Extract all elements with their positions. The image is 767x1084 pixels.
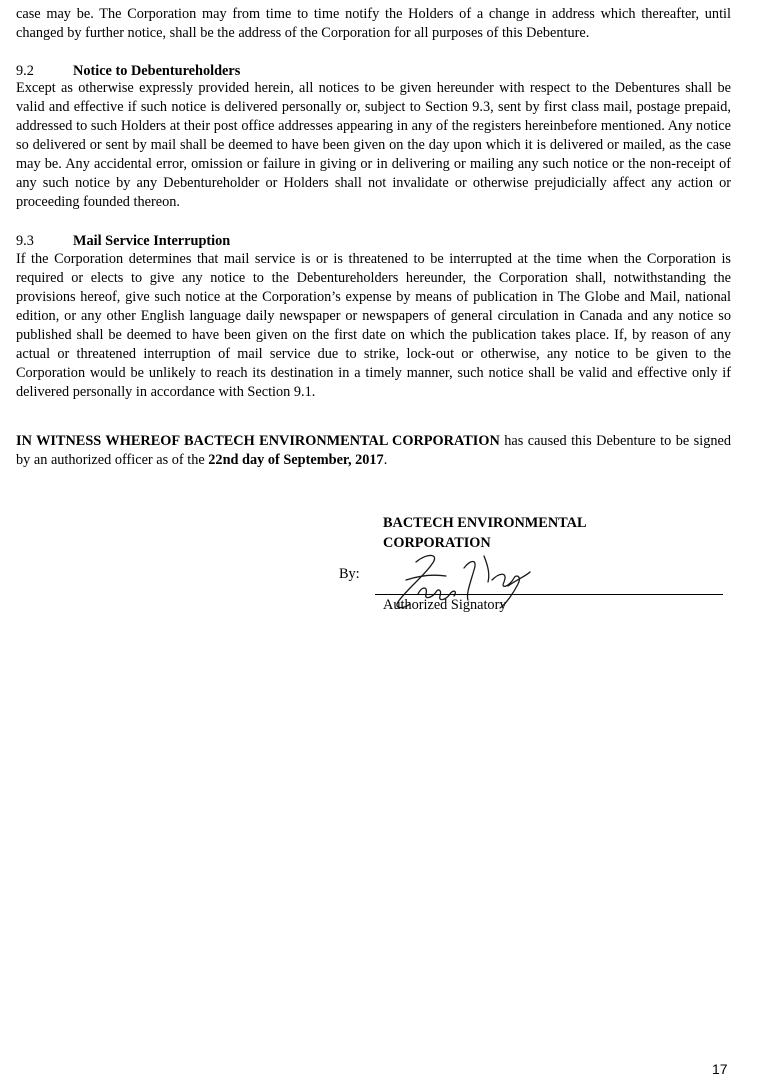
section-number: 9.2 bbox=[16, 63, 34, 79]
signature-company-name bbox=[383, 513, 643, 553]
section-number: 9.3 bbox=[16, 233, 34, 249]
witness-date: 22nd day of September, 2017 bbox=[208, 452, 384, 468]
intro-paragraph: case may be. The Corporation may from time to time notify the Holders of a change in address which thereafter, until changed by further notice, shall be the address of the Corporation for all purposes of this Debenture. bbox=[16, 6, 731, 41]
section-heading-9-3 bbox=[16, 232, 230, 251]
company-line-1: BACTECH ENVIRONMENTAL bbox=[383, 515, 587, 531]
signature-line bbox=[375, 594, 723, 595]
section-title: Mail Service Interruption bbox=[73, 233, 231, 249]
witness-middle: has caused this Debenture to be signed by an authorized officer as of the bbox=[16, 433, 731, 468]
section-body-9-2: Except as otherwise expressly provided herein, all notices to be given hereunder with respect to the Debentures shall be valid and effective if such notice is delivered personally or, subject to Section 9.3, sent by first class mail, postage prepaid, addressed to such Holders at their post office addresses appearing in any of the registers hereinbefore mentioned. Any notice so delivered or sent by mail shall be deemed to have been given on the day upon which it is delivered or mailed, as the case may be. Any accidental error, omission or failure in giving or in delivering or mailing any such notice or the non-receipt of any such notice by any Debentureholder or Holders shall not invalidate or otherwise prejudicially affect any action or proceeding founded thereon. bbox=[16, 80, 731, 210]
company-line-2: CORPORATION bbox=[383, 535, 491, 551]
signature-caption: Authorized Signatory bbox=[383, 597, 507, 613]
section-title: Notice to Debentureholders bbox=[73, 63, 241, 79]
section-body-9-3: If the Corporation determines that mail service is or is threatened to be interrupted at the time when the Corporation is required or elects to give any notice to the Debentureholders hereunder, the Corporation shall, notwithstanding the provisions hereof, give such notice at the Corporation’s expense by means of publication in The Globe and Mail, national edition, or any other English language daily newspaper or newspapers of general circulation in Canada and any notice so published shall be deemed to have been given on the first date on which the publication takes place. If, by reason of any actual or threatened interruption of mail service due to strike, lock-out or otherwise, any notice to be given to the Corporation would be unlikely to reach its destination in a timely manner, such notice shall be valid and effective only if delivered personally in accordance with Section 9.1. bbox=[16, 251, 731, 400]
by-label: By: bbox=[339, 566, 360, 582]
witness-paragraph bbox=[16, 432, 731, 470]
witness-lead: IN WITNESS WHEREOF BACTECH ENVIRONMENTAL CORPORATION bbox=[16, 433, 500, 449]
witness-end: . bbox=[383, 452, 388, 468]
page-number: 17 bbox=[712, 1061, 728, 1077]
